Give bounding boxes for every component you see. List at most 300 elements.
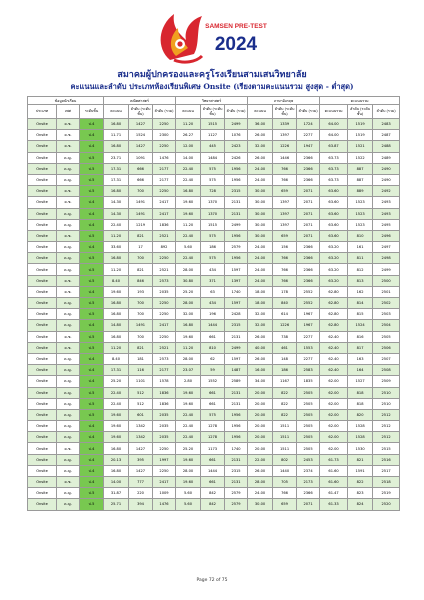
table-cell: 434: [201, 264, 225, 275]
table-row: [28, 376, 400, 387]
table-cell: 16.00: [248, 365, 273, 376]
table-cell: 434: [201, 298, 225, 309]
table-cell: 26.00: [248, 465, 273, 476]
table-cell: 20.00: [248, 387, 273, 398]
table-row: [28, 465, 400, 476]
table-cell: 822: [273, 398, 297, 409]
table-cell: 659: [273, 499, 297, 510]
table-cell: 196: [201, 309, 225, 320]
table-cell: ด.ช.: [57, 342, 80, 353]
table-cell: 61.47: [320, 488, 348, 499]
table-cell: 700: [129, 186, 153, 197]
table-cell: 63.20: [320, 253, 348, 264]
table-cell: ด.ช.: [57, 331, 80, 342]
table-cell: 1427: [129, 141, 153, 152]
table-cell: 2521: [153, 342, 176, 353]
table-cell: 2499: [373, 264, 400, 275]
table-cell: 2366: [297, 152, 320, 163]
table-cell: 25.20: [176, 286, 201, 297]
table-cell: 766: [273, 163, 297, 174]
table-cell: 62.40: [320, 342, 348, 353]
table-cell: 2499: [225, 119, 248, 130]
table-cell: 2495: [373, 219, 400, 230]
table-row: [28, 275, 400, 286]
table-cell: 63.60: [320, 197, 348, 208]
table-cell: 11.20: [176, 342, 201, 353]
table-cell: 11.20: [176, 119, 201, 130]
column-header: คะแนน: [104, 105, 129, 119]
table-cell: 19.60: [104, 421, 129, 432]
table-cell: 2579: [225, 499, 248, 510]
table-cell: 64.00: [320, 119, 348, 130]
table-cell: 2509: [373, 376, 400, 387]
table-cell: 62.80: [320, 309, 348, 320]
table-cell: 2505: [297, 409, 320, 420]
table-cell: 62.00: [320, 376, 348, 387]
table-cell: 2505: [297, 387, 320, 398]
table-cell: 1511: [273, 432, 297, 443]
table-cell: 2417: [153, 197, 176, 208]
table-cell: 26.27: [176, 130, 201, 141]
table-cell: 11.20: [104, 230, 129, 241]
table-cell: 846: [129, 275, 153, 286]
table-cell: 575: [201, 163, 225, 174]
grade-level-cell: ป.5: [80, 163, 104, 174]
table-cell: 62.40: [320, 353, 348, 364]
grade-level-cell: ป.4: [80, 130, 104, 141]
table-cell: 2426: [225, 152, 248, 163]
table-row: [28, 365, 400, 376]
table-cell: 2490: [373, 174, 400, 185]
table-cell: 62.80: [320, 286, 348, 297]
table-cell: 766: [273, 275, 297, 286]
table-cell: 2489: [373, 152, 400, 163]
table-cell: ด.ช.: [57, 477, 80, 488]
group-science: วิทยาศาสตร์: [176, 97, 248, 105]
table-cell: 1370: [201, 197, 225, 208]
grade-level-cell: ป.5: [80, 298, 104, 309]
table-cell: 2071: [297, 499, 320, 510]
table-cell: 1397: [273, 208, 297, 219]
grade-level-cell: ป.4: [80, 365, 104, 376]
table-cell: 19.60: [176, 398, 201, 409]
table-cell: 816: [348, 331, 373, 342]
table-cell: 461: [273, 342, 297, 353]
table-cell: 193: [129, 286, 153, 297]
svg-text:2024: 2024: [214, 34, 258, 55]
table-cell: 19.60: [176, 331, 201, 342]
table-cell: 1446: [273, 152, 297, 163]
table-cell: 62.40: [320, 365, 348, 376]
table-cell: 2498: [373, 253, 400, 264]
table-cell: 1956: [225, 174, 248, 185]
table-cell: 1836: [153, 387, 176, 398]
page-subtitle: คะแนนและลำดับ ประเภทห้องเรียนพิเศษ Onsite (เรียงตามคะแนนรวม สูงสุด - ต่ำสุด): [70, 82, 354, 91]
table-cell: 62.40: [320, 331, 348, 342]
table-cell: 22.40: [176, 421, 201, 432]
table-cell: 28.00: [176, 353, 201, 364]
table-cell: Onsite: [28, 119, 57, 130]
table-cell: 148: [273, 353, 297, 364]
table-cell: 766: [273, 253, 297, 264]
grade-level-cell: ป.5: [80, 398, 104, 409]
table-row: [28, 242, 400, 253]
table-cell: Onsite: [28, 499, 57, 510]
table-cell: 2520: [373, 499, 400, 510]
table-cell: 822: [348, 477, 373, 488]
table-cell: 2177: [153, 174, 176, 185]
table-cell: 30.00: [248, 230, 273, 241]
table-cell: 2315: [225, 465, 248, 476]
table-cell: 2512: [373, 421, 400, 432]
table-cell: 842: [201, 499, 225, 510]
grade-level-cell: ป.5: [80, 309, 104, 320]
table-cell: 1511: [273, 443, 297, 454]
table-cell: 8.40: [104, 275, 129, 286]
table-cell: 1724: [297, 119, 320, 130]
table-cell: 22.00: [248, 454, 273, 465]
table-cell: 666: [129, 163, 153, 174]
table-cell: 181: [129, 353, 153, 364]
table-cell: 1956: [225, 230, 248, 241]
table-cell: 2131: [225, 331, 248, 342]
table-cell: 11.20: [104, 342, 129, 353]
table-cell: 17.31: [104, 174, 129, 185]
table-cell: 2131: [225, 197, 248, 208]
group-header-row: [28, 97, 400, 105]
table-cell: ด.ญ.: [57, 365, 80, 376]
table-cell: 1528: [348, 432, 373, 443]
table-cell: 2453: [297, 454, 320, 465]
table-cell: ด.ช.: [57, 141, 80, 152]
table-cell: 2250: [153, 331, 176, 342]
table-body: [28, 119, 400, 511]
table-cell: 1956: [225, 253, 248, 264]
table-row: [28, 197, 400, 208]
table-cell: ด.ญ.: [57, 320, 80, 331]
table-cell: 25.20: [176, 443, 201, 454]
table-cell: 20.13: [104, 454, 129, 465]
table-cell: Onsite: [28, 186, 57, 197]
table-cell: 1523: [348, 208, 373, 219]
grade-level-cell: ป.4: [80, 477, 104, 488]
table-cell: 2131: [225, 398, 248, 409]
table-cell: 19.60: [104, 432, 129, 443]
table-cell: 2510: [373, 398, 400, 409]
table-cell: 2517: [373, 465, 400, 476]
table-row: [28, 253, 400, 264]
table-cell: 661: [201, 454, 225, 465]
table-cell: 575: [201, 174, 225, 185]
table-cell: 161: [348, 242, 373, 253]
column-header: ลำดับ (ระดับชั้น): [201, 105, 225, 119]
table-cell: 62.00: [320, 409, 348, 420]
table-cell: 2589: [225, 376, 248, 387]
table-cell: 1427: [129, 465, 153, 476]
table-cell: 28.00: [176, 298, 201, 309]
table-cell: 821: [129, 230, 153, 241]
table-cell: 19.60: [176, 208, 201, 219]
table-cell: ด.ญ.: [57, 264, 80, 275]
column-header: คะแนน: [176, 105, 201, 119]
table-cell: ด.ช.: [57, 186, 80, 197]
grade-level-cell: ป.5: [80, 230, 104, 241]
table-cell: 601: [129, 409, 153, 420]
table-cell: 2250: [153, 186, 176, 197]
table-row: [28, 499, 400, 510]
table-cell: 16.80: [104, 465, 129, 476]
column-header: ลำดับ (รวม): [297, 105, 320, 119]
table-cell: 2505: [297, 398, 320, 409]
table-cell: ด.ญ.: [57, 465, 80, 476]
table-cell: Onsite: [28, 387, 57, 398]
table-cell: 2552: [297, 286, 320, 297]
table-cell: 1101: [129, 376, 153, 387]
table-cell: 661: [201, 387, 225, 398]
grade-level-cell: ป.4: [80, 454, 104, 465]
table-cell: 2507: [373, 353, 400, 364]
table-cell: 2366: [297, 264, 320, 275]
table-cell: 1444: [201, 465, 225, 476]
table-cell: 666: [129, 174, 153, 185]
table-cell: 61.33: [320, 499, 348, 510]
table-cell: 2516: [373, 454, 400, 465]
table-cell: Onsite: [28, 432, 57, 443]
table-cell: 1530: [348, 443, 373, 454]
table-cell: 116: [129, 365, 153, 376]
table-cell: ด.ช.: [57, 275, 80, 286]
table-cell: 659: [273, 186, 297, 197]
table-cell: 700: [129, 253, 153, 264]
table-cell: 892: [153, 242, 176, 253]
table-cell: 28.00: [176, 264, 201, 275]
table-row: [28, 409, 400, 420]
table-cell: 2071: [297, 230, 320, 241]
table-cell: 16.80: [176, 186, 201, 197]
table-cell: 661: [201, 331, 225, 342]
table-cell: 2492: [373, 186, 400, 197]
grade-level-cell: ป.5: [80, 275, 104, 286]
table-cell: 1219: [129, 219, 153, 230]
table-cell: 1278: [201, 432, 225, 443]
table-cell: 2250: [153, 309, 176, 320]
table-cell: 14.30: [104, 197, 129, 208]
table-cell: 395: [129, 454, 153, 465]
column-header: เพศ: [57, 105, 80, 119]
table-cell: 22.40: [176, 253, 201, 264]
table-cell: 28.00: [176, 465, 201, 476]
table-cell: 1339: [273, 119, 297, 130]
table-cell: 20.00: [248, 421, 273, 432]
table-cell: 1956: [225, 421, 248, 432]
table-row: [28, 398, 400, 409]
table-cell: Onsite: [28, 174, 57, 185]
table-cell: 62.00: [320, 443, 348, 454]
table-row: [28, 477, 400, 488]
table-cell: 2250: [153, 298, 176, 309]
table-cell: ด.ช.: [57, 197, 80, 208]
table-cell: 2250: [153, 253, 176, 264]
group-english: ภาษาอังกฤษ: [248, 97, 320, 105]
table-cell: 8.40: [104, 353, 129, 364]
table-cell: Onsite: [28, 275, 57, 286]
table-cell: 1427: [129, 119, 153, 130]
table-cell: 26.00: [248, 331, 273, 342]
table-cell: Onsite: [28, 130, 57, 141]
table-row: [28, 353, 400, 364]
table-cell: ด.ช.: [57, 130, 80, 141]
table-cell: 811: [348, 253, 373, 264]
table-cell: Onsite: [28, 342, 57, 353]
table-cell: 30.00: [248, 219, 273, 230]
table-cell: 1740: [225, 286, 248, 297]
table-cell: 1440: [273, 465, 297, 476]
table-cell: 2250: [153, 141, 176, 152]
table-cell: 818: [348, 387, 373, 398]
table-cell: 16.80: [104, 443, 129, 454]
table-cell: ด.ญ.: [57, 152, 80, 163]
table-cell: 766: [273, 488, 297, 499]
table-cell: 14.00: [104, 477, 129, 488]
table-row: [28, 230, 400, 241]
table-cell: 62.00: [320, 421, 348, 432]
table-cell: 2506: [373, 342, 400, 353]
table-cell: 1597: [225, 264, 248, 275]
table-cell: 810: [348, 230, 373, 241]
table-cell: 19.60: [176, 454, 201, 465]
grade-level-cell: ป.5: [80, 174, 104, 185]
table-cell: 34.00: [248, 376, 273, 387]
table-cell: 30.00: [248, 499, 273, 510]
table-cell: 26.00: [248, 353, 273, 364]
table-cell: 2071: [297, 197, 320, 208]
table-cell: 2518: [373, 477, 400, 488]
table-cell: 2505: [297, 443, 320, 454]
grade-level-cell: ป.4: [80, 353, 104, 364]
grade-level-cell: ป.5: [80, 499, 104, 510]
table-cell: 2519: [373, 488, 400, 499]
table-cell: 30.80: [176, 275, 201, 286]
group-student-info: ข้อมูลนักเรียน: [28, 97, 104, 105]
grade-level-cell: ป.4: [80, 197, 104, 208]
table-cell: 1397: [273, 130, 297, 141]
table-cell: Onsite: [28, 197, 57, 208]
table-cell: 1427: [129, 443, 153, 454]
table-cell: 62: [201, 353, 225, 364]
table-cell: 813: [348, 275, 373, 286]
table-cell: 1444: [201, 320, 225, 331]
table-cell: 700: [129, 331, 153, 342]
table-cell: 62.80: [320, 298, 348, 309]
table-cell: Onsite: [28, 376, 57, 387]
table-cell: 63.20: [320, 275, 348, 286]
table-cell: ด.ช.: [57, 230, 80, 241]
grade-level-cell: ป.4: [80, 219, 104, 230]
table-cell: Onsite: [28, 320, 57, 331]
table-row: [28, 130, 400, 141]
table-cell: ด.ญ.: [57, 409, 80, 420]
table-cell: ด.ช.: [57, 119, 80, 130]
table-cell: 2131: [225, 454, 248, 465]
table-cell: ด.ญ.: [57, 376, 80, 387]
table-cell: 1076: [225, 130, 248, 141]
table-cell: 1515: [201, 119, 225, 130]
table-cell: 1522: [348, 152, 373, 163]
table-cell: 19.60: [104, 409, 129, 420]
table-cell: 19.60: [176, 477, 201, 488]
table-cell: ด.ญ.: [57, 499, 80, 510]
table-cell: 614: [273, 309, 297, 320]
table-cell: 63.20: [320, 264, 348, 275]
table-cell: 815: [348, 309, 373, 320]
table-cell: 700: [129, 309, 153, 320]
table-cell: 2366: [297, 163, 320, 174]
table-cell: Onsite: [28, 230, 57, 241]
table-cell: 19.60: [176, 197, 201, 208]
table-cell: 2505: [373, 331, 400, 342]
table-cell: Onsite: [28, 465, 57, 476]
table-cell: 2277: [297, 130, 320, 141]
table-cell: 2512: [373, 432, 400, 443]
table-cell: 1397: [225, 275, 248, 286]
table-cell: 1476: [153, 152, 176, 163]
table-cell: 820: [348, 409, 373, 420]
table-cell: ด.ญ.: [57, 488, 80, 499]
table-cell: 20.00: [248, 443, 273, 454]
table-cell: 16.80: [104, 253, 129, 264]
table-cell: 2504: [373, 320, 400, 331]
table-cell: 2417: [153, 320, 176, 331]
table-cell: 24.00: [248, 163, 273, 174]
table-cell: 728: [201, 186, 225, 197]
table-cell: 220: [129, 488, 153, 499]
table-cell: 1591: [348, 465, 373, 476]
table-cell: ด.ช.: [57, 443, 80, 454]
table-cell: 19.60: [176, 387, 201, 398]
table-cell: 842: [201, 488, 225, 499]
table-cell: 16.80: [176, 320, 201, 331]
table-cell: ด.ญ.: [57, 398, 80, 409]
table-cell: 2417: [153, 208, 176, 219]
table-cell: 1578: [153, 376, 176, 387]
table-cell: 2.80: [176, 376, 201, 387]
table-cell: ด.ญ.: [57, 387, 80, 398]
table-cell: Onsite: [28, 477, 57, 488]
table-cell: 1956: [225, 409, 248, 420]
table-cell: 575: [201, 253, 225, 264]
table-cell: 1740: [225, 443, 248, 454]
table-cell: 2277: [297, 353, 320, 364]
table-cell: 22.40: [104, 387, 129, 398]
table-cell: Onsite: [28, 286, 57, 297]
table-cell: 17: [129, 242, 153, 253]
table-cell: 445: [201, 141, 225, 152]
table-cell: 32.00: [248, 320, 273, 331]
table-row: [28, 320, 400, 331]
table-cell: 1226: [273, 141, 297, 152]
table-cell: 1527: [348, 376, 373, 387]
table-cell: 22.40: [104, 398, 129, 409]
table-row: [28, 342, 400, 353]
table-cell: 2502: [373, 298, 400, 309]
table-cell: ด.ญ.: [57, 242, 80, 253]
column-header: ลำดับ (รวม): [225, 105, 248, 119]
table-cell: 1553: [297, 342, 320, 353]
table-cell: 62.00: [320, 398, 348, 409]
table-cell: 821: [129, 264, 153, 275]
table-cell: 1515: [201, 219, 225, 230]
grade-level-cell: ป.4: [80, 376, 104, 387]
